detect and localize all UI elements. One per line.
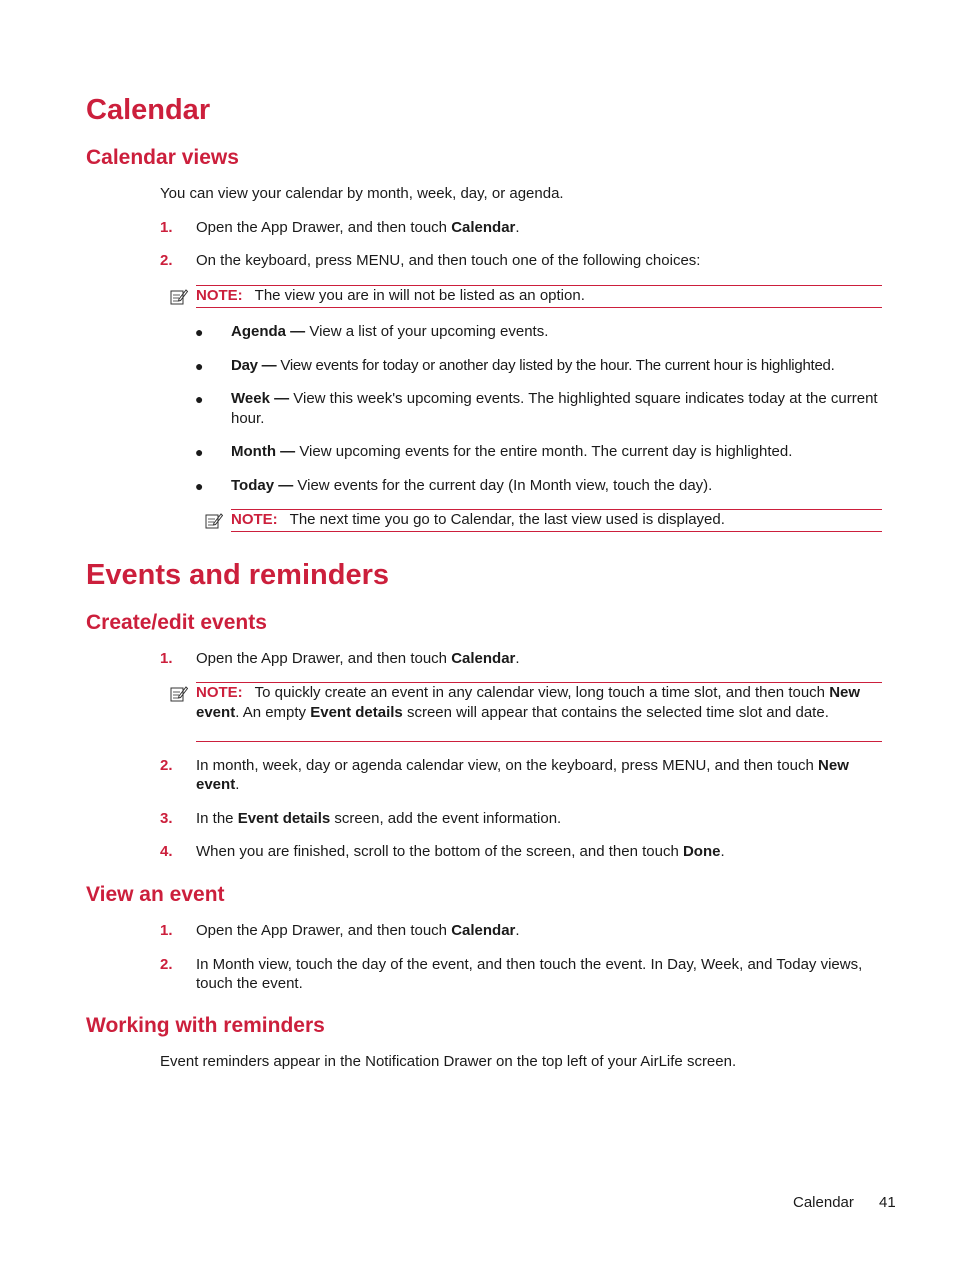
step-number: 4. [160,843,173,860]
step-text: In Month view, touch the day of the event, and then touch the event. In Day, Week, and Today views, touch the event. [196,956,863,992]
bullet-text: View events for today or another day listed by the hour. The current hour is highlighted. [276,357,835,374]
step-number: 1. [160,219,173,236]
page-title: Calendar [86,94,211,126]
note-pencil-icon [205,512,223,529]
section-heading-calendar-views: Calendar views [86,146,239,169]
bullet-term: Agenda — [231,323,306,340]
step-text: Open the App Drawer, and then touch Calendar. [196,922,520,939]
bullet-dot: ● [195,324,204,340]
step-text: In the Event details screen, add the event information. [196,810,562,827]
section-title-events-reminders: Events and reminders [86,559,389,591]
note-quick-create: NOTE: To quickly create an event in any calendar view, long touch a time slot, and then touch New event. An empty Event details screen will appear that contains the selected time slot and date. [196,682,882,742]
note-view-not-listed [196,285,882,308]
bullet-text: View events for the current day (In Month view, touch the day). [293,477,713,494]
step-number: 3. [160,810,173,827]
section-heading-create-edit: Create/edit events [86,611,267,634]
step-text: Open the App Drawer, and then touch Calendar. [196,219,520,236]
note-last-view [231,509,882,532]
step-number: 2. [160,956,173,973]
bullet-term: Week — [231,390,290,407]
calendar-views-intro: You can view your calendar by month, week, day, or agenda. [160,185,564,202]
bullet-term: Day — [231,357,277,374]
section-heading-view-event: View an event [86,883,225,906]
bullet-text: View this week's upcoming events. The highlighted square indicates today at the current hour. [231,390,878,427]
bullet-text: View a list of your upcoming events. [305,323,549,340]
bullet-dot: ● [195,444,204,460]
bullet-dot: ● [195,478,204,494]
step-number: 1. [160,922,173,939]
section-heading-working-reminders: Working with reminders [86,1014,325,1037]
note-label: NOTE: [196,287,243,304]
bullet-dot: ● [195,358,204,374]
note-pencil-icon [170,288,188,305]
footer-section-name: Calendar [793,1194,854,1211]
step-text: When you are finished, scroll to the bottom of the screen, and then touch Done. [196,843,725,860]
working-reminders-text: Event reminders appear in the Notification Drawer on the top left of your AirLife screen. [160,1053,737,1070]
bullet-text: View upcoming events for the entire month. The current day is highlighted. [295,443,793,460]
footer-page-number: 41 [879,1194,896,1211]
bullet-dot: ● [195,391,204,407]
note-label: NOTE: [231,511,278,528]
step-text: Open the App Drawer, and then touch Calendar. [196,650,520,667]
note-text: The view you are in will not be listed as an option. [254,287,585,304]
bullet-term: Today — [231,477,294,494]
note-pencil-icon [170,685,188,702]
step-number: 2. [160,252,173,269]
note-label: NOTE: [196,684,243,701]
note-text: The next time you go to Calendar, the last view used is displayed. [289,511,725,528]
step-text: On the keyboard, press MENU, and then touch one of the following choices: [196,252,701,269]
step-number: 1. [160,650,173,667]
step-number: 2. [160,757,173,774]
bullet-term: Month — [231,443,296,460]
step-text: In month, week, day or agenda calendar view, on the keyboard, press MENU, and then touch New event. [196,757,849,793]
